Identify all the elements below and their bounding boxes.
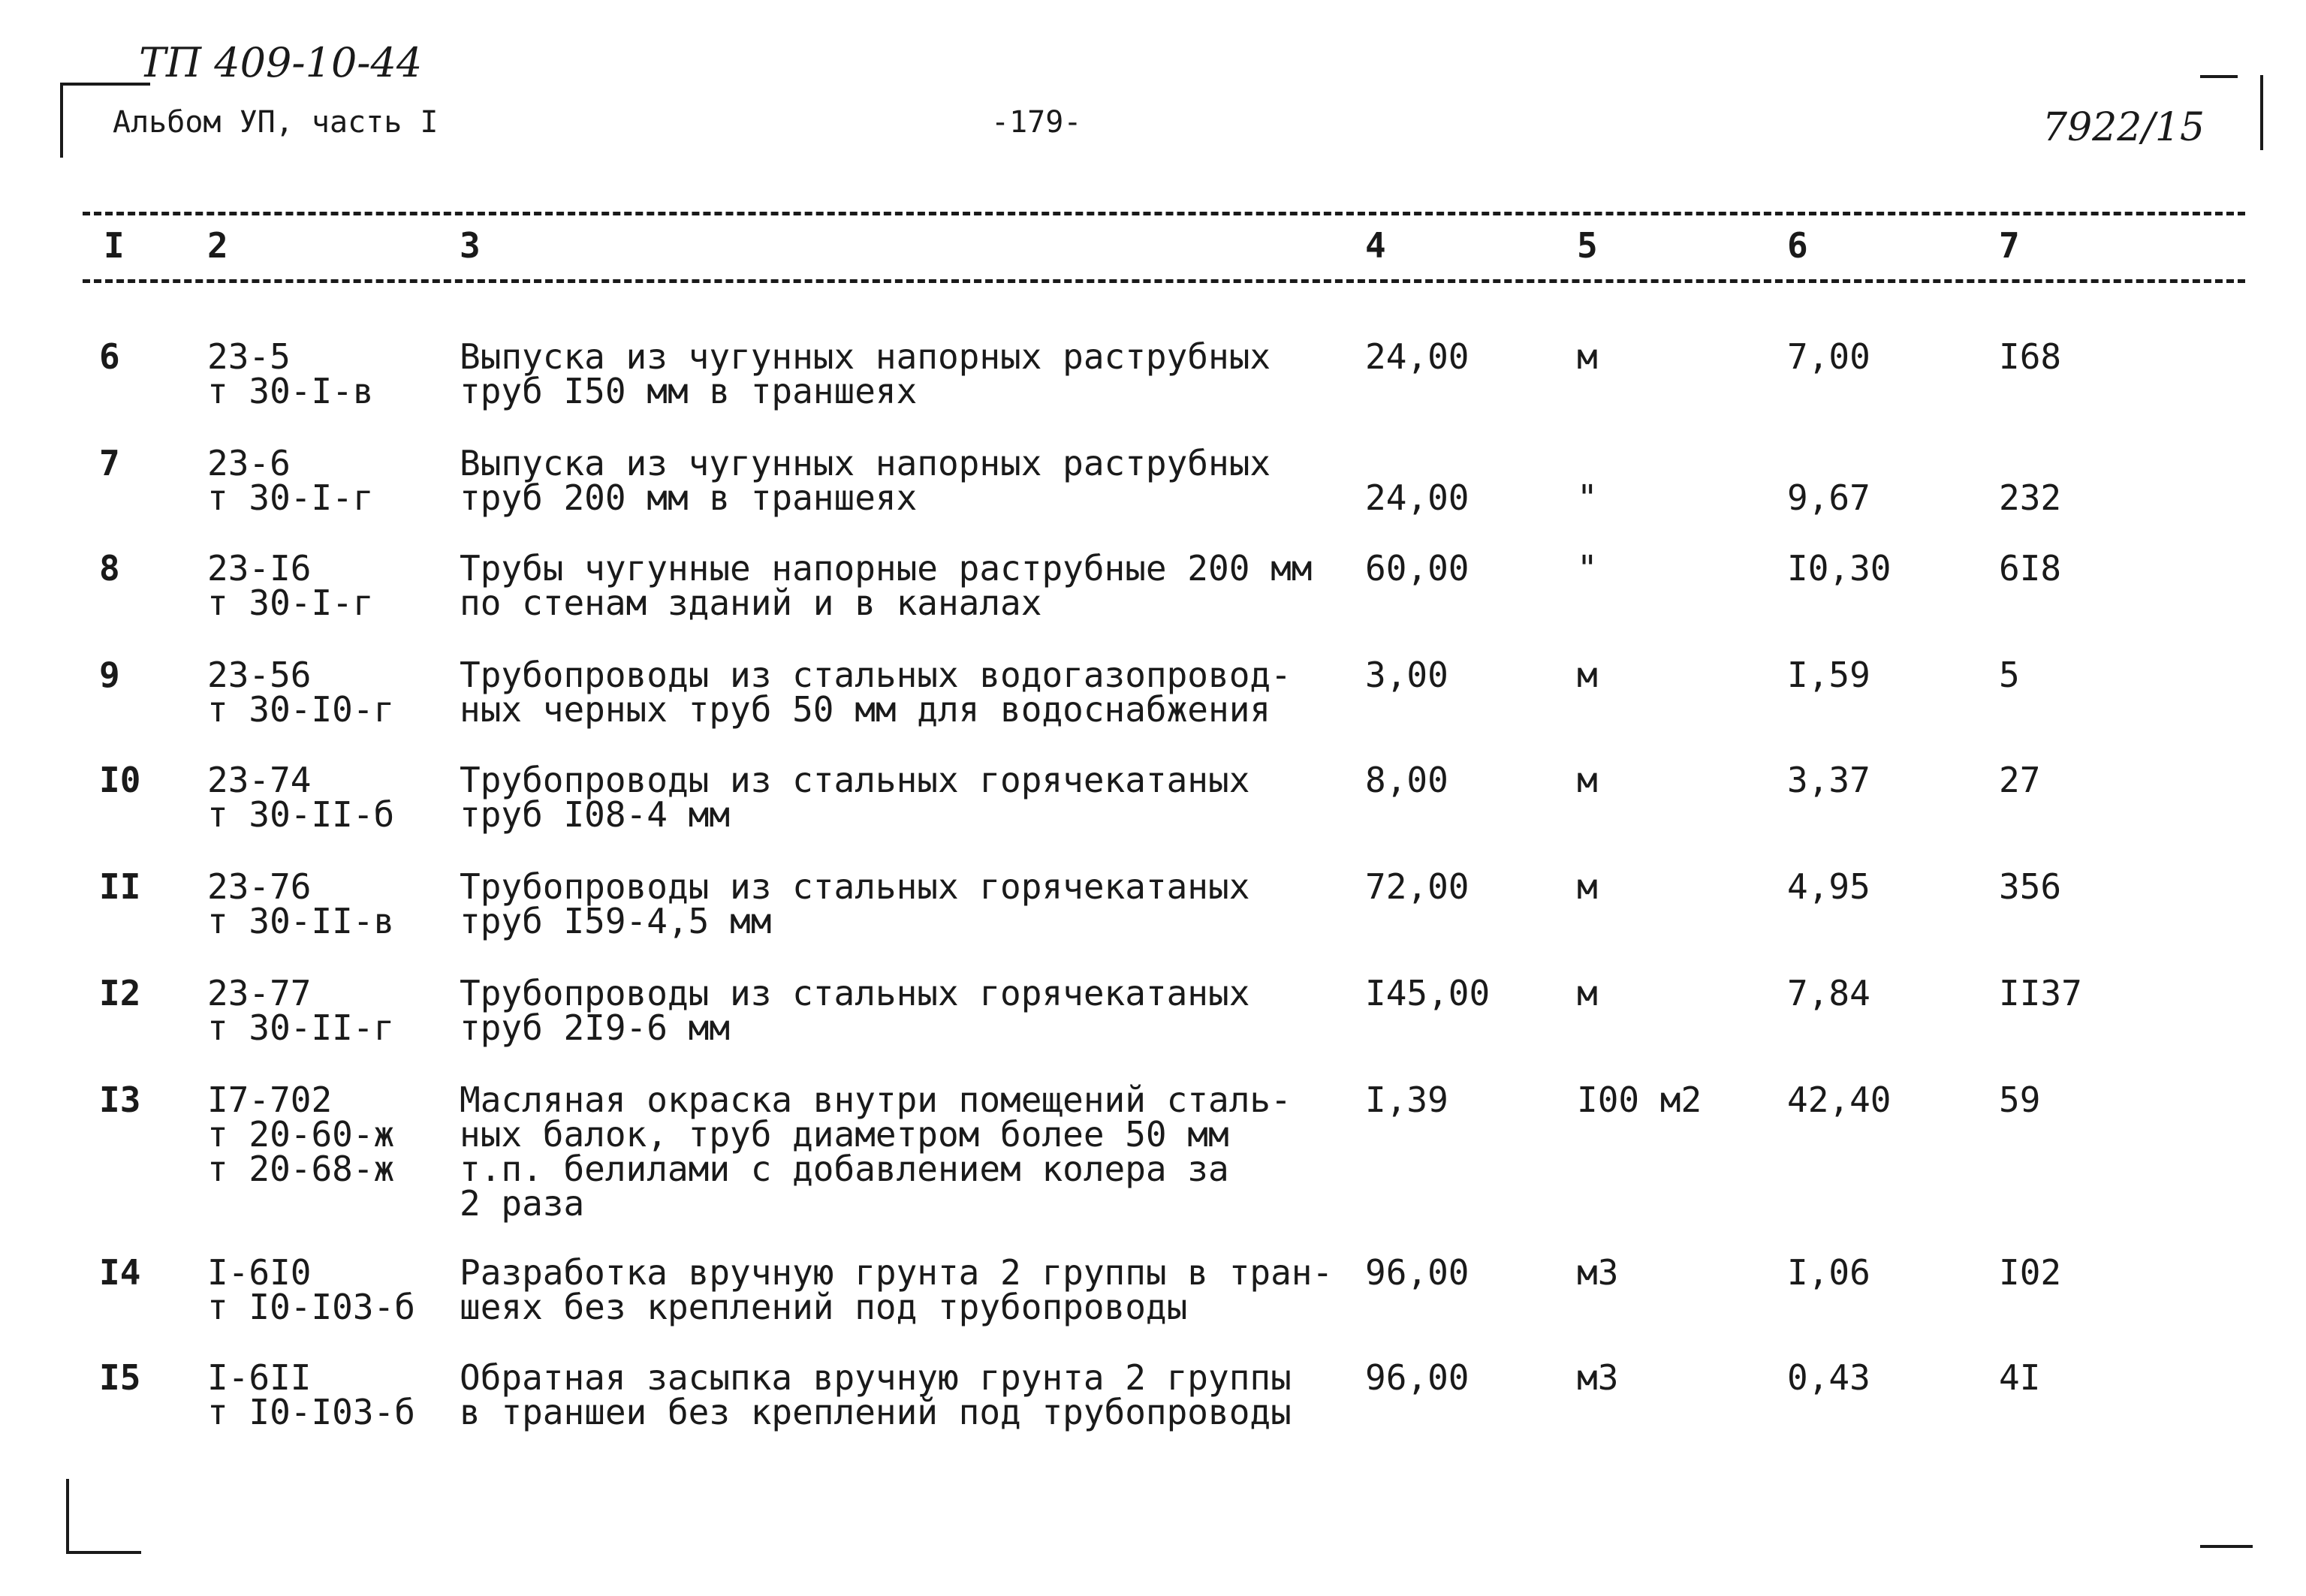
work-description: Обратная засыпка вручную грунта 2 группы в траншеи без креплений под трубопроводы <box>460 1357 1292 1432</box>
corner-mark-top-left-h <box>60 83 150 86</box>
quantity: 72,00 <box>1365 866 1470 907</box>
total-cost: 5 <box>1999 655 2020 695</box>
norm-code: 23-I6 т 30-I-г <box>207 548 374 623</box>
unit-price: 3,37 <box>1787 760 1870 800</box>
unit: м <box>1577 655 1598 695</box>
album-title: Альбом УП, часть I <box>113 105 439 140</box>
unit: " <box>1577 477 1598 518</box>
unit-price: 42,40 <box>1787 1080 1892 1120</box>
corner-mark-top-right-h <box>2200 75 2238 78</box>
quantity: 24,00 <box>1365 336 1470 377</box>
unit-price: 0,43 <box>1787 1357 1870 1398</box>
row-number: I5 <box>99 1357 141 1398</box>
unit: м <box>1577 866 1598 907</box>
table-top-rule <box>83 212 2245 215</box>
unit-price: 7,84 <box>1787 973 1870 1013</box>
total-cost: 232 <box>1999 477 2062 518</box>
norm-code: I7-702 т 20-60-ж т 20-68-ж <box>207 1080 395 1189</box>
total-cost: I02 <box>1999 1252 2062 1293</box>
corner-mark-bottom-left-v <box>66 1479 69 1554</box>
unit: " <box>1577 548 1598 589</box>
column-header-3: 3 <box>460 225 481 266</box>
unit: м <box>1577 336 1598 377</box>
corner-mark-bottom-right-h <box>2200 1545 2253 1548</box>
norm-code: 23-77 т 30-II-г <box>207 973 395 1048</box>
unit-price: I,59 <box>1787 655 1870 695</box>
total-cost: II37 <box>1999 973 2082 1013</box>
corner-mark-top-left-v <box>60 83 63 158</box>
work-description: Трубы чугунные напорные раструбные 200 мм по стенам зданий и в каналах <box>460 548 1313 623</box>
norm-code: 23-6 т 30-I-г <box>207 443 374 518</box>
work-description: Выпуска из чугунных напорных раструбных труб 200 мм в траншеях <box>460 443 1271 518</box>
quantity: I45,00 <box>1365 973 1491 1013</box>
work-description: Масляная окраска внутри помещений сталь- ных балок, труб диаметром более 50 мм т.п. белилами с добавлением колера за 2 раза <box>460 1080 1292 1224</box>
row-number: 9 <box>99 655 120 695</box>
row-number: I2 <box>99 973 141 1013</box>
table-header-rule <box>83 279 2245 283</box>
norm-code: 23-74 т 30-II-б <box>207 760 395 835</box>
unit: I00 м2 <box>1577 1080 1702 1120</box>
quantity: 96,00 <box>1365 1252 1470 1293</box>
unit: м <box>1577 973 1598 1013</box>
quantity: 60,00 <box>1365 548 1470 589</box>
quantity: 96,00 <box>1365 1357 1470 1398</box>
column-header-5: 5 <box>1577 225 1598 266</box>
total-cost: 4I <box>1999 1357 2041 1398</box>
corner-mark-top-right-v <box>2260 75 2263 150</box>
unit-price: 7,00 <box>1787 336 1870 377</box>
row-number: I3 <box>99 1080 141 1120</box>
work-description: Трубопроводы из стальных водогазопровод- ных черных труб 50 мм для водоснабжения <box>460 655 1292 730</box>
work-description: Разработка вручную грунта 2 группы в тран- шеях без креплений под трубопроводы <box>460 1252 1334 1327</box>
row-number: 6 <box>99 336 120 377</box>
unit: м3 <box>1577 1252 1619 1293</box>
row-number: II <box>99 866 141 907</box>
unit-price: 4,95 <box>1787 866 1870 907</box>
work-description: Выпуска из чугунных напорных раструбных труб I50 мм в траншеях <box>460 336 1271 411</box>
sheet-number: 7922/15 <box>2042 105 2205 150</box>
row-number: I0 <box>99 760 141 800</box>
work-description: Трубопроводы из стальных горячекатаных труб I08-4 мм <box>460 760 1250 835</box>
column-header-6: 6 <box>1787 225 1808 266</box>
unit-price: I0,30 <box>1787 548 1892 589</box>
norm-code: I-6II т I0-I03-б <box>207 1357 415 1432</box>
norm-code: 23-56 т 30-I0-г <box>207 655 395 730</box>
work-description: Трубопроводы из стальных горячекатаных труб I59-4,5 мм <box>460 866 1250 941</box>
row-number: 7 <box>99 443 120 483</box>
norm-code: 23-76 т 30-II-в <box>207 866 395 941</box>
column-header-2: 2 <box>207 225 228 266</box>
quantity: 3,00 <box>1365 655 1448 695</box>
norm-code: 23-5 т 30-I-в <box>207 336 374 411</box>
quantity: I,39 <box>1365 1080 1448 1120</box>
unit: м3 <box>1577 1357 1619 1398</box>
corner-mark-bottom-left-h <box>66 1551 141 1554</box>
unit: м <box>1577 760 1598 800</box>
document-code: ТП 409-10-44 <box>139 39 423 86</box>
total-cost: 59 <box>1999 1080 2041 1120</box>
column-header-4: 4 <box>1365 225 1386 266</box>
quantity: 24,00 <box>1365 477 1470 518</box>
unit-price: 9,67 <box>1787 477 1870 518</box>
total-cost: I68 <box>1999 336 2062 377</box>
row-number: I4 <box>99 1252 141 1293</box>
column-header-1: I <box>104 225 125 266</box>
total-cost: 27 <box>1999 760 2041 800</box>
quantity: 8,00 <box>1365 760 1448 800</box>
page-number: -179- <box>991 105 1082 140</box>
unit-price: I,06 <box>1787 1252 1870 1293</box>
total-cost: 6I8 <box>1999 548 2062 589</box>
total-cost: 356 <box>1999 866 2062 907</box>
row-number: 8 <box>99 548 120 589</box>
norm-code: I-6I0 т I0-I03-б <box>207 1252 415 1327</box>
column-header-7: 7 <box>1999 225 2020 266</box>
work-description: Трубопроводы из стальных горячекатаных труб 2I9-6 мм <box>460 973 1250 1048</box>
